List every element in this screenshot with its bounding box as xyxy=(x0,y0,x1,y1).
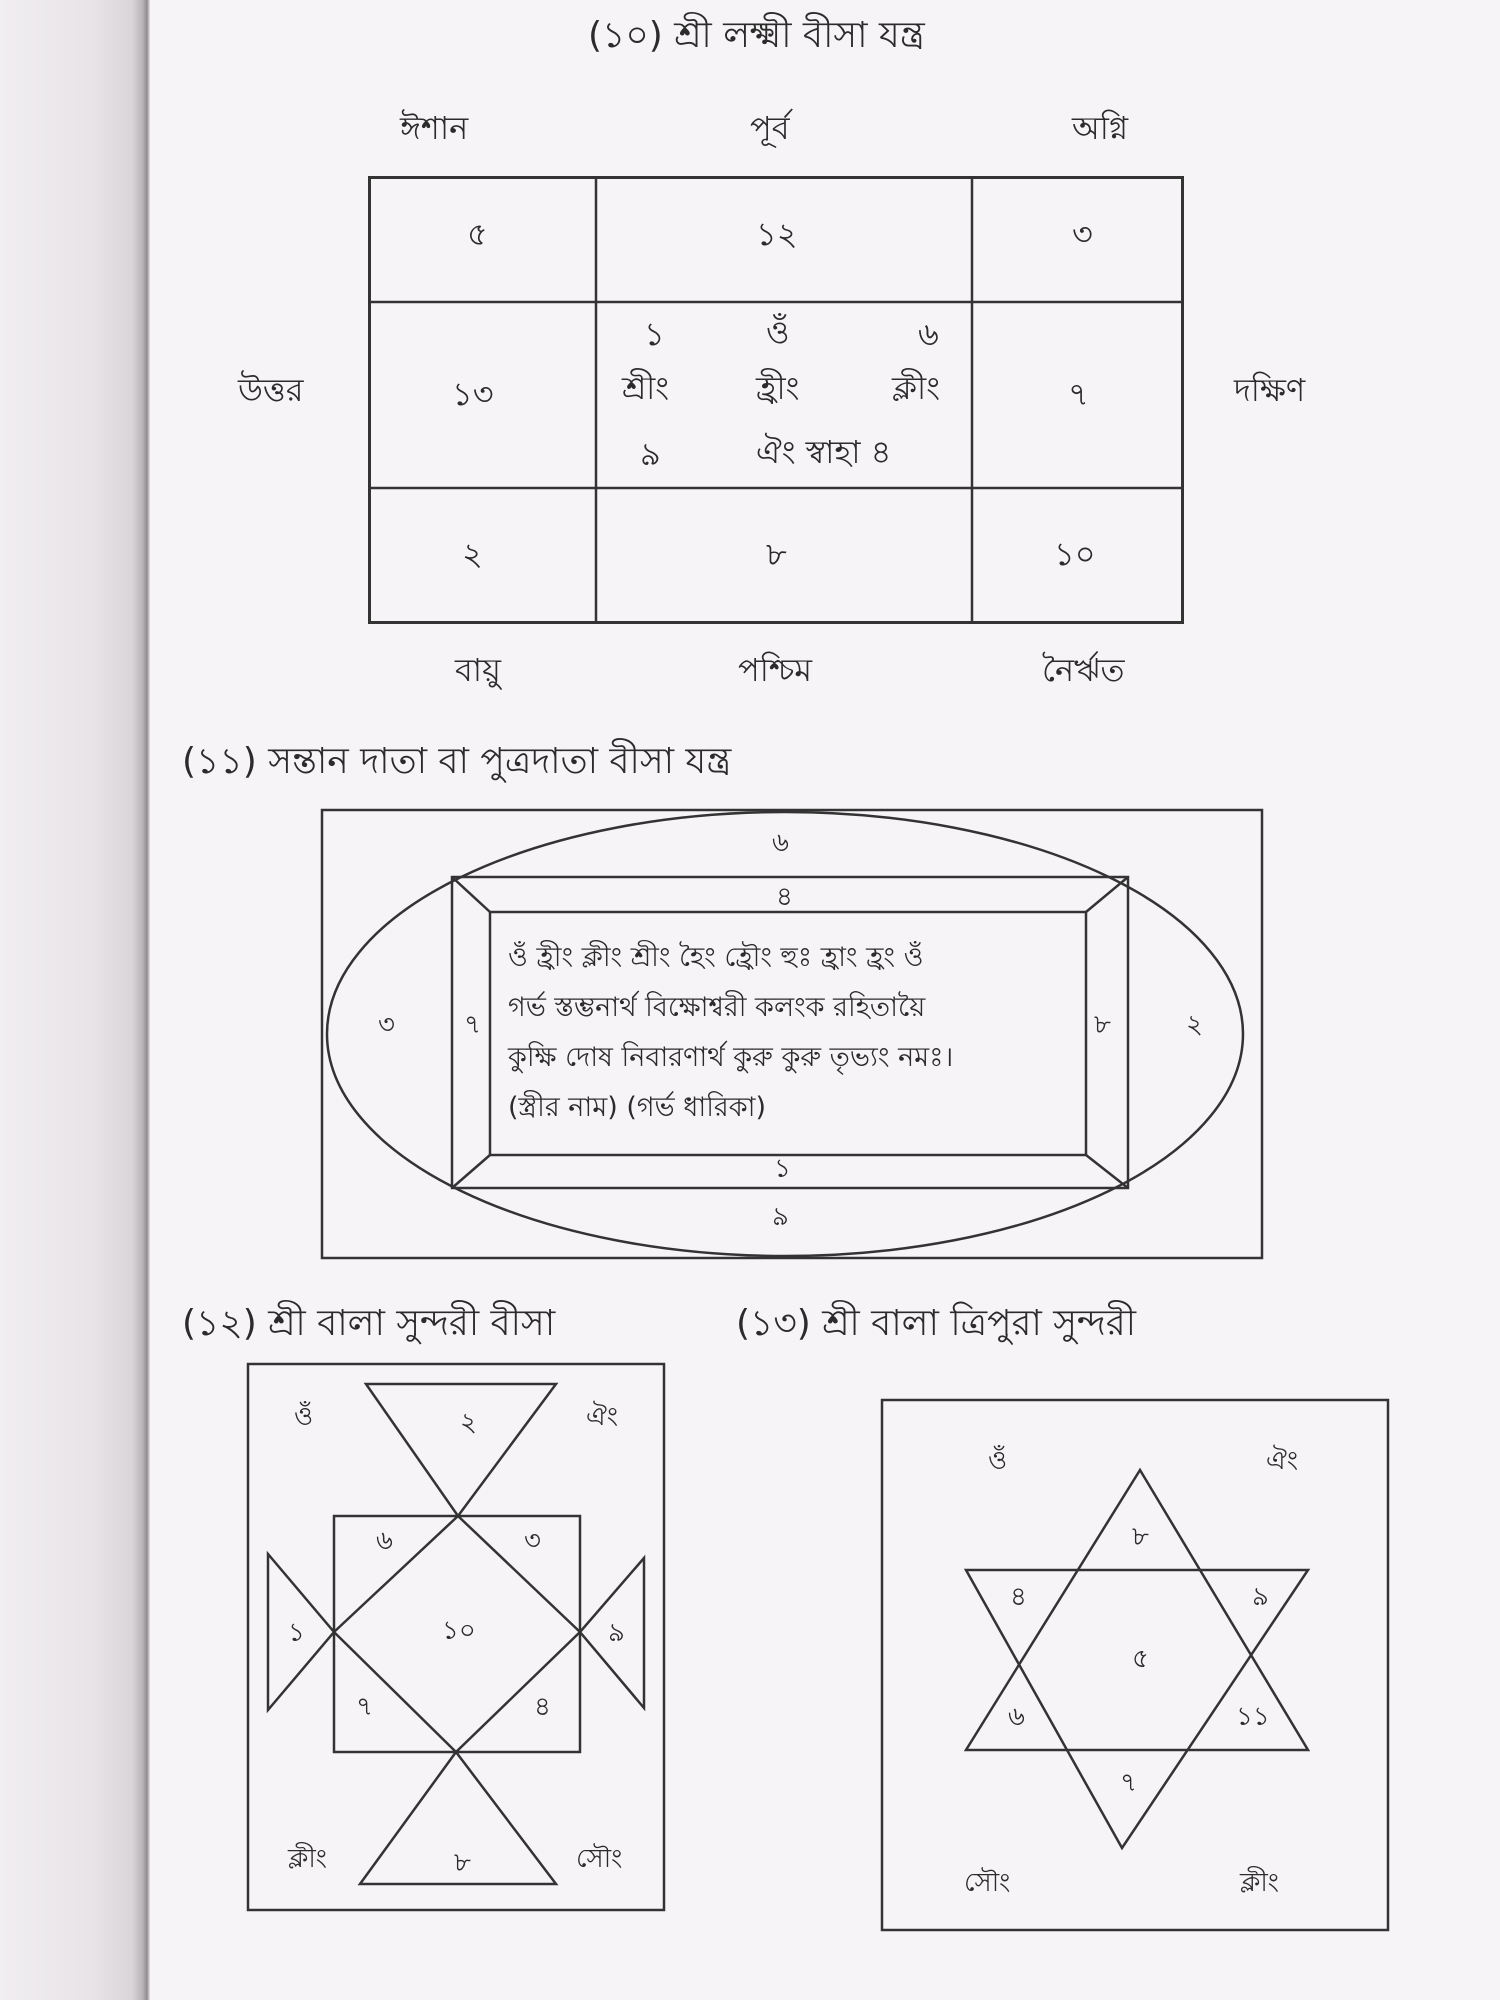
y12-corner-aing: ঐং xyxy=(586,1402,619,1432)
y12-corner-saung: সৌং xyxy=(576,1844,623,1874)
cell-r3-c1: ২ xyxy=(462,535,483,573)
y13-corner-kling: ক্লীং xyxy=(1240,1868,1279,1898)
y12-num-inner-tr: ৩ xyxy=(524,1526,541,1556)
y12-corner-kling: ক্লীং xyxy=(288,1844,327,1874)
y12-num-left: ১ xyxy=(288,1618,305,1648)
y11-bottom-outer: ৯ xyxy=(772,1202,789,1232)
direction-east: পূর্ব xyxy=(750,109,790,147)
y11-right-outer: ২ xyxy=(1186,1010,1203,1040)
yantra13-title: (১৩) শ্রী বালা ত্রিপুরা সুন্দরী xyxy=(736,1303,1137,1344)
center-num-9: ৯ xyxy=(640,435,661,473)
y13-num-center: ৫ xyxy=(1132,1644,1149,1674)
center-num-6: ৬ xyxy=(918,315,939,353)
cell-r1-c3: ৩ xyxy=(1072,215,1093,253)
yantra10-title: (১০) শ্রী লক্ষ্মী বীসা যন্ত্র xyxy=(588,15,925,56)
center-aing-svaha-4: ঐং স্বাহা ৪ xyxy=(756,433,892,471)
cell-r3-c2: ৮ xyxy=(766,535,787,573)
y13-num-upper-left: ৪ xyxy=(1010,1582,1027,1612)
y11-top-inner: ৪ xyxy=(776,882,793,912)
direction-north: উত্তর xyxy=(238,371,304,409)
center-hring: হ্রীং xyxy=(756,369,800,407)
y12-corner-om: ওঁ xyxy=(294,1402,314,1432)
mantra-line-4: (স্ত্রীর নাম) (গর্ভ ধারিকা) xyxy=(508,1092,767,1123)
y13-num-bottom: ৭ xyxy=(1120,1768,1137,1798)
y13-corner-saung: সৌং xyxy=(964,1868,1011,1898)
y11-right-inner: ৮ xyxy=(1094,1010,1111,1040)
yantra11-title: (১১) সন্তান দাতা বা পুত্রদাতা বীসা যন্ত্র xyxy=(182,741,732,782)
direction-south-west: নৈর্ঋত xyxy=(1042,651,1125,689)
y13-num-upper-right: ৯ xyxy=(1252,1582,1269,1612)
y11-left-outer: ৩ xyxy=(378,1010,395,1040)
y13-num-lower-left: ৬ xyxy=(1008,1702,1025,1732)
center-num-1: ১ xyxy=(644,315,665,353)
direction-west: পশ্চিম xyxy=(738,651,813,689)
y11-bottom-inner: ১ xyxy=(774,1154,791,1184)
direction-south: দক্ষিণ xyxy=(1234,371,1306,409)
direction-north-west: বায়ু xyxy=(455,651,501,689)
y12-num-right: ৯ xyxy=(608,1618,625,1648)
y13-corner-om: ওঁ xyxy=(988,1446,1008,1476)
y12-num-top: ২ xyxy=(460,1408,477,1438)
mantra-line-3: কুক্ষি দোষ নিবারণার্থ কুরু কুরু তৃভ্যং নমঃ। xyxy=(508,1042,954,1073)
cell-r2-right: ৭ xyxy=(1068,375,1089,413)
y12-num-bottom: ৮ xyxy=(454,1848,471,1878)
y12-num-inner-br: ৪ xyxy=(534,1692,551,1722)
center-kling: ক্লীং xyxy=(892,369,940,407)
y13-corner-aing: ঐং xyxy=(1266,1446,1299,1476)
y12-num-inner-bl: ৭ xyxy=(356,1692,373,1722)
cell-r1-c2: ১২ xyxy=(756,215,798,253)
y11-left-inner: ৭ xyxy=(464,1010,481,1040)
y11-top-outer: ৬ xyxy=(772,828,789,858)
y13-num-top: ৮ xyxy=(1132,1522,1149,1552)
y12-num-center: ১০ xyxy=(442,1616,476,1646)
direction-south-east: অগ্নি xyxy=(1072,109,1129,147)
center-om: ওঁ xyxy=(766,313,790,351)
cell-r3-c3: ১০ xyxy=(1054,535,1096,573)
y13-num-lower-right: ১১ xyxy=(1236,1702,1270,1732)
center-shring: শ্রীং xyxy=(622,369,670,407)
yantra12-title: (১২) শ্রী বালা সুন্দরী বীসা xyxy=(182,1303,556,1344)
mantra-line-1: ওঁ হ্রীং ক্লীং শ্রীং হৈং হ্রৌং হুঃ হ্রাং হ্রং ওঁ xyxy=(508,942,924,973)
cell-r1-c1: ৫ xyxy=(467,215,488,253)
cell-r2-left: ১৩ xyxy=(452,375,494,413)
mantra-line-2: গর্ভ স্তম্ভনার্থ বিক্ষোশ্বরী কলংক রহিতায়ৈ xyxy=(508,992,926,1023)
y12-num-inner-tl: ৬ xyxy=(376,1526,393,1556)
direction-north-east: ঈশান xyxy=(400,109,469,147)
